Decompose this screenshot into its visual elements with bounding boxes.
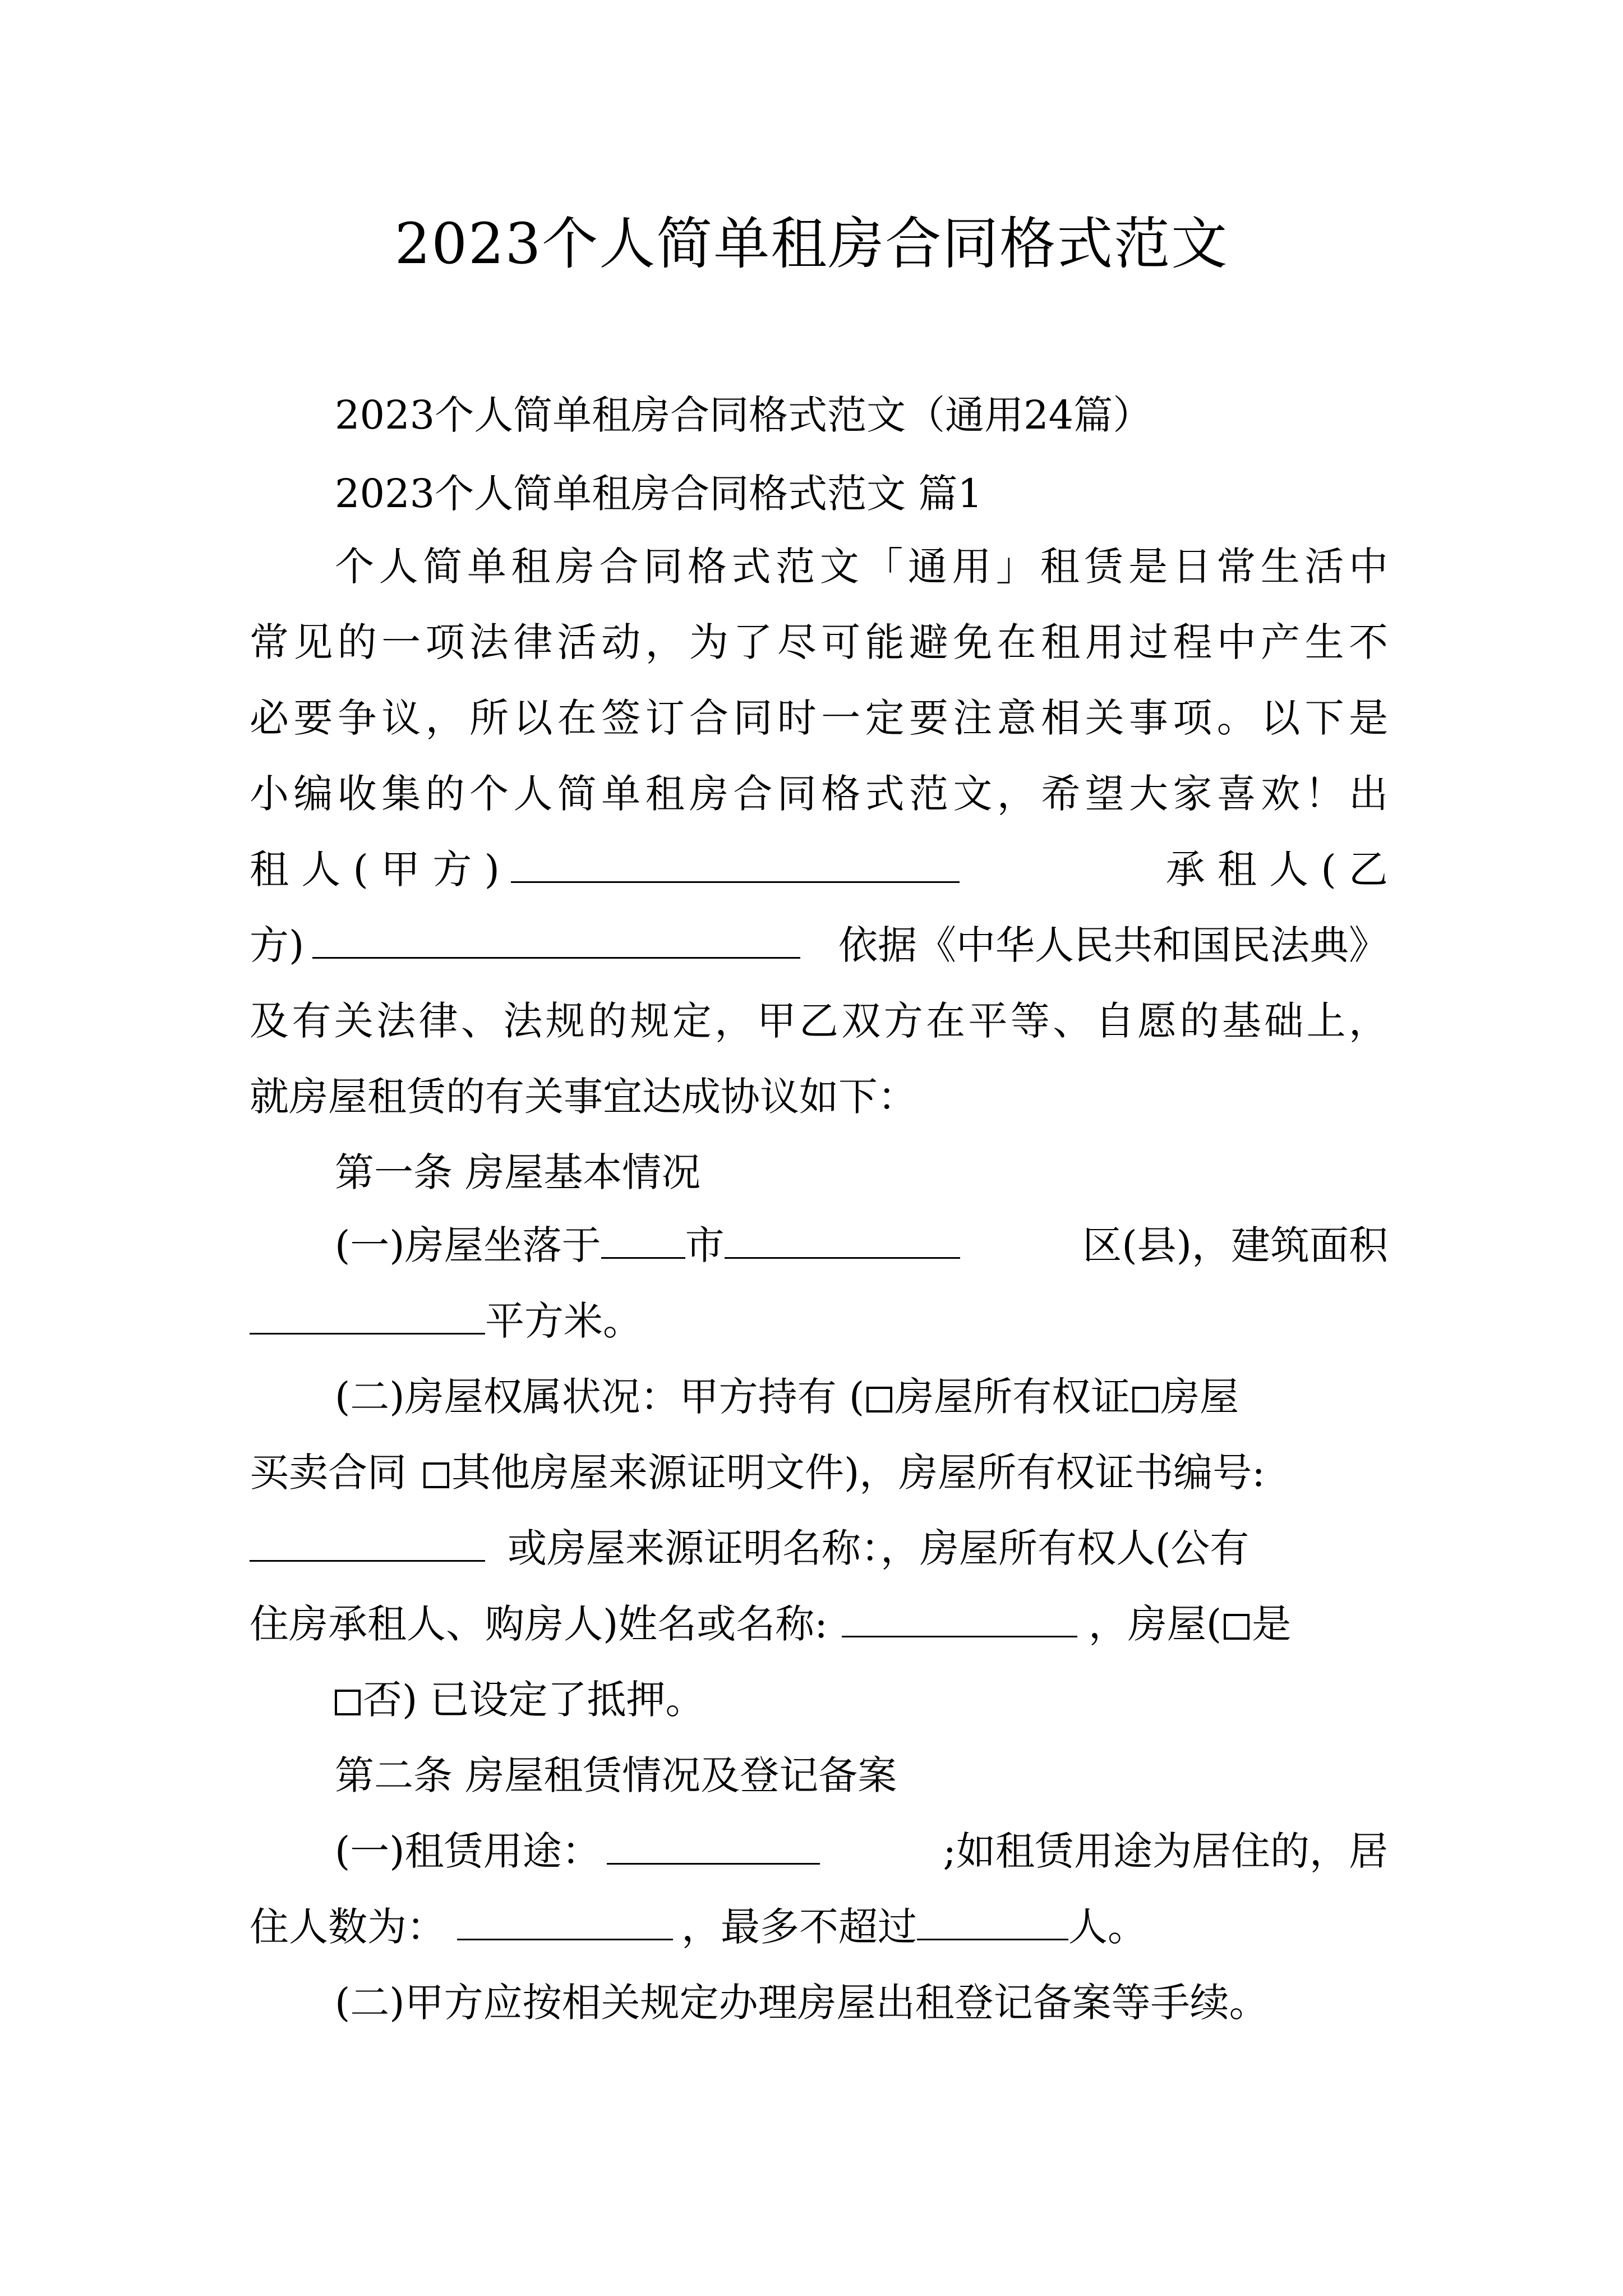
paragraph-line: (一)租赁用途： ;如租赁用途为居住的，居 [335, 1828, 1388, 1874]
checkbox-icon[interactable] [423, 1462, 449, 1488]
paragraph-line: 必要争议，所以在签订合同时一定要注意相关事项。以下是 [250, 695, 1388, 741]
paragraph-line: 住房承租人、购房人)姓名或名称: ，房屋( 是 [250, 1601, 1292, 1647]
article-heading: 第二条 房屋租赁情况及登记备案 [335, 1752, 897, 1798]
checkbox-icon[interactable] [1224, 1614, 1249, 1640]
paragraph-line: 买卖合同 其他房屋来源证明文件)，房屋所有权证书编号: [250, 1450, 1265, 1496]
certificate-number-blank [250, 1525, 485, 1562]
paragraph-line: 常见的一项法律活动，为了尽可能避免在租用过程中产生不 [250, 619, 1388, 665]
article-heading: 第一条 房屋基本情况 [335, 1149, 701, 1195]
paragraph-line: 方) 依据《中华人民共和国民法典》 [250, 922, 1388, 968]
section-heading: 2023个人简单租房合同格式范文 篇1 [335, 471, 983, 517]
lessor-blank [511, 846, 960, 883]
lessor-label: 租 人 ( 甲 方 ) [250, 846, 500, 892]
paragraph-line: 平方米。 [250, 1293, 1388, 1349]
paragraph-line: (一)房屋坐落于 市 区(县)，建筑面积 [335, 1222, 1388, 1268]
subtitle-line: 2023个人简单租房合同格式范文（通用24篇） [335, 392, 1152, 438]
district-blank [725, 1222, 960, 1259]
purpose-blank [607, 1828, 820, 1865]
paragraph-line: 就房屋租赁的有关事宜达成协议如下： [250, 1074, 917, 1120]
paragraph-line [250, 841, 1388, 898]
document-title: 2023个人简单租房合同格式范文 [394, 211, 1229, 277]
paragraph-line: (二)甲方应按相关规定办理房屋出租登记备案等手续。 [335, 1980, 1269, 2026]
paragraph-line: 否) 已设定了抵押。 [335, 1672, 1388, 1728]
checkbox-icon[interactable] [1132, 1387, 1158, 1412]
max-occupants-blank [917, 1904, 1068, 1940]
paragraph-line: (二)房屋权属状况：甲方持有 ( 房屋所有权证 房屋 [335, 1374, 1239, 1420]
owner-name-blank [842, 1601, 1077, 1637]
paragraph-line: 及有关法律、法规的规定，甲乙双方在平等、自愿的基础上， [250, 998, 1388, 1044]
paragraph-line: 个人简单租房合同格式范文「通用」租赁是日常生活中 [335, 544, 1388, 590]
city-blank [601, 1222, 685, 1259]
occupants-blank [457, 1904, 673, 1940]
paragraph-line: 住人数为： ，最多不超过 人。 [250, 1904, 1147, 1950]
lessee-blank [312, 922, 800, 959]
checkbox-icon[interactable] [866, 1387, 892, 1412]
area-blank [250, 1298, 485, 1335]
checkbox-icon[interactable] [335, 1690, 361, 1715]
paragraph-line: 小编收集的个人简单租房合同格式范文，希望大家喜欢！出 [250, 771, 1388, 817]
paragraph-line: 或房屋来源证明名称：，房屋所有权人(公有 [250, 1520, 1388, 1576]
lessee-label: 承 租 人 ( 乙 [1165, 846, 1388, 892]
